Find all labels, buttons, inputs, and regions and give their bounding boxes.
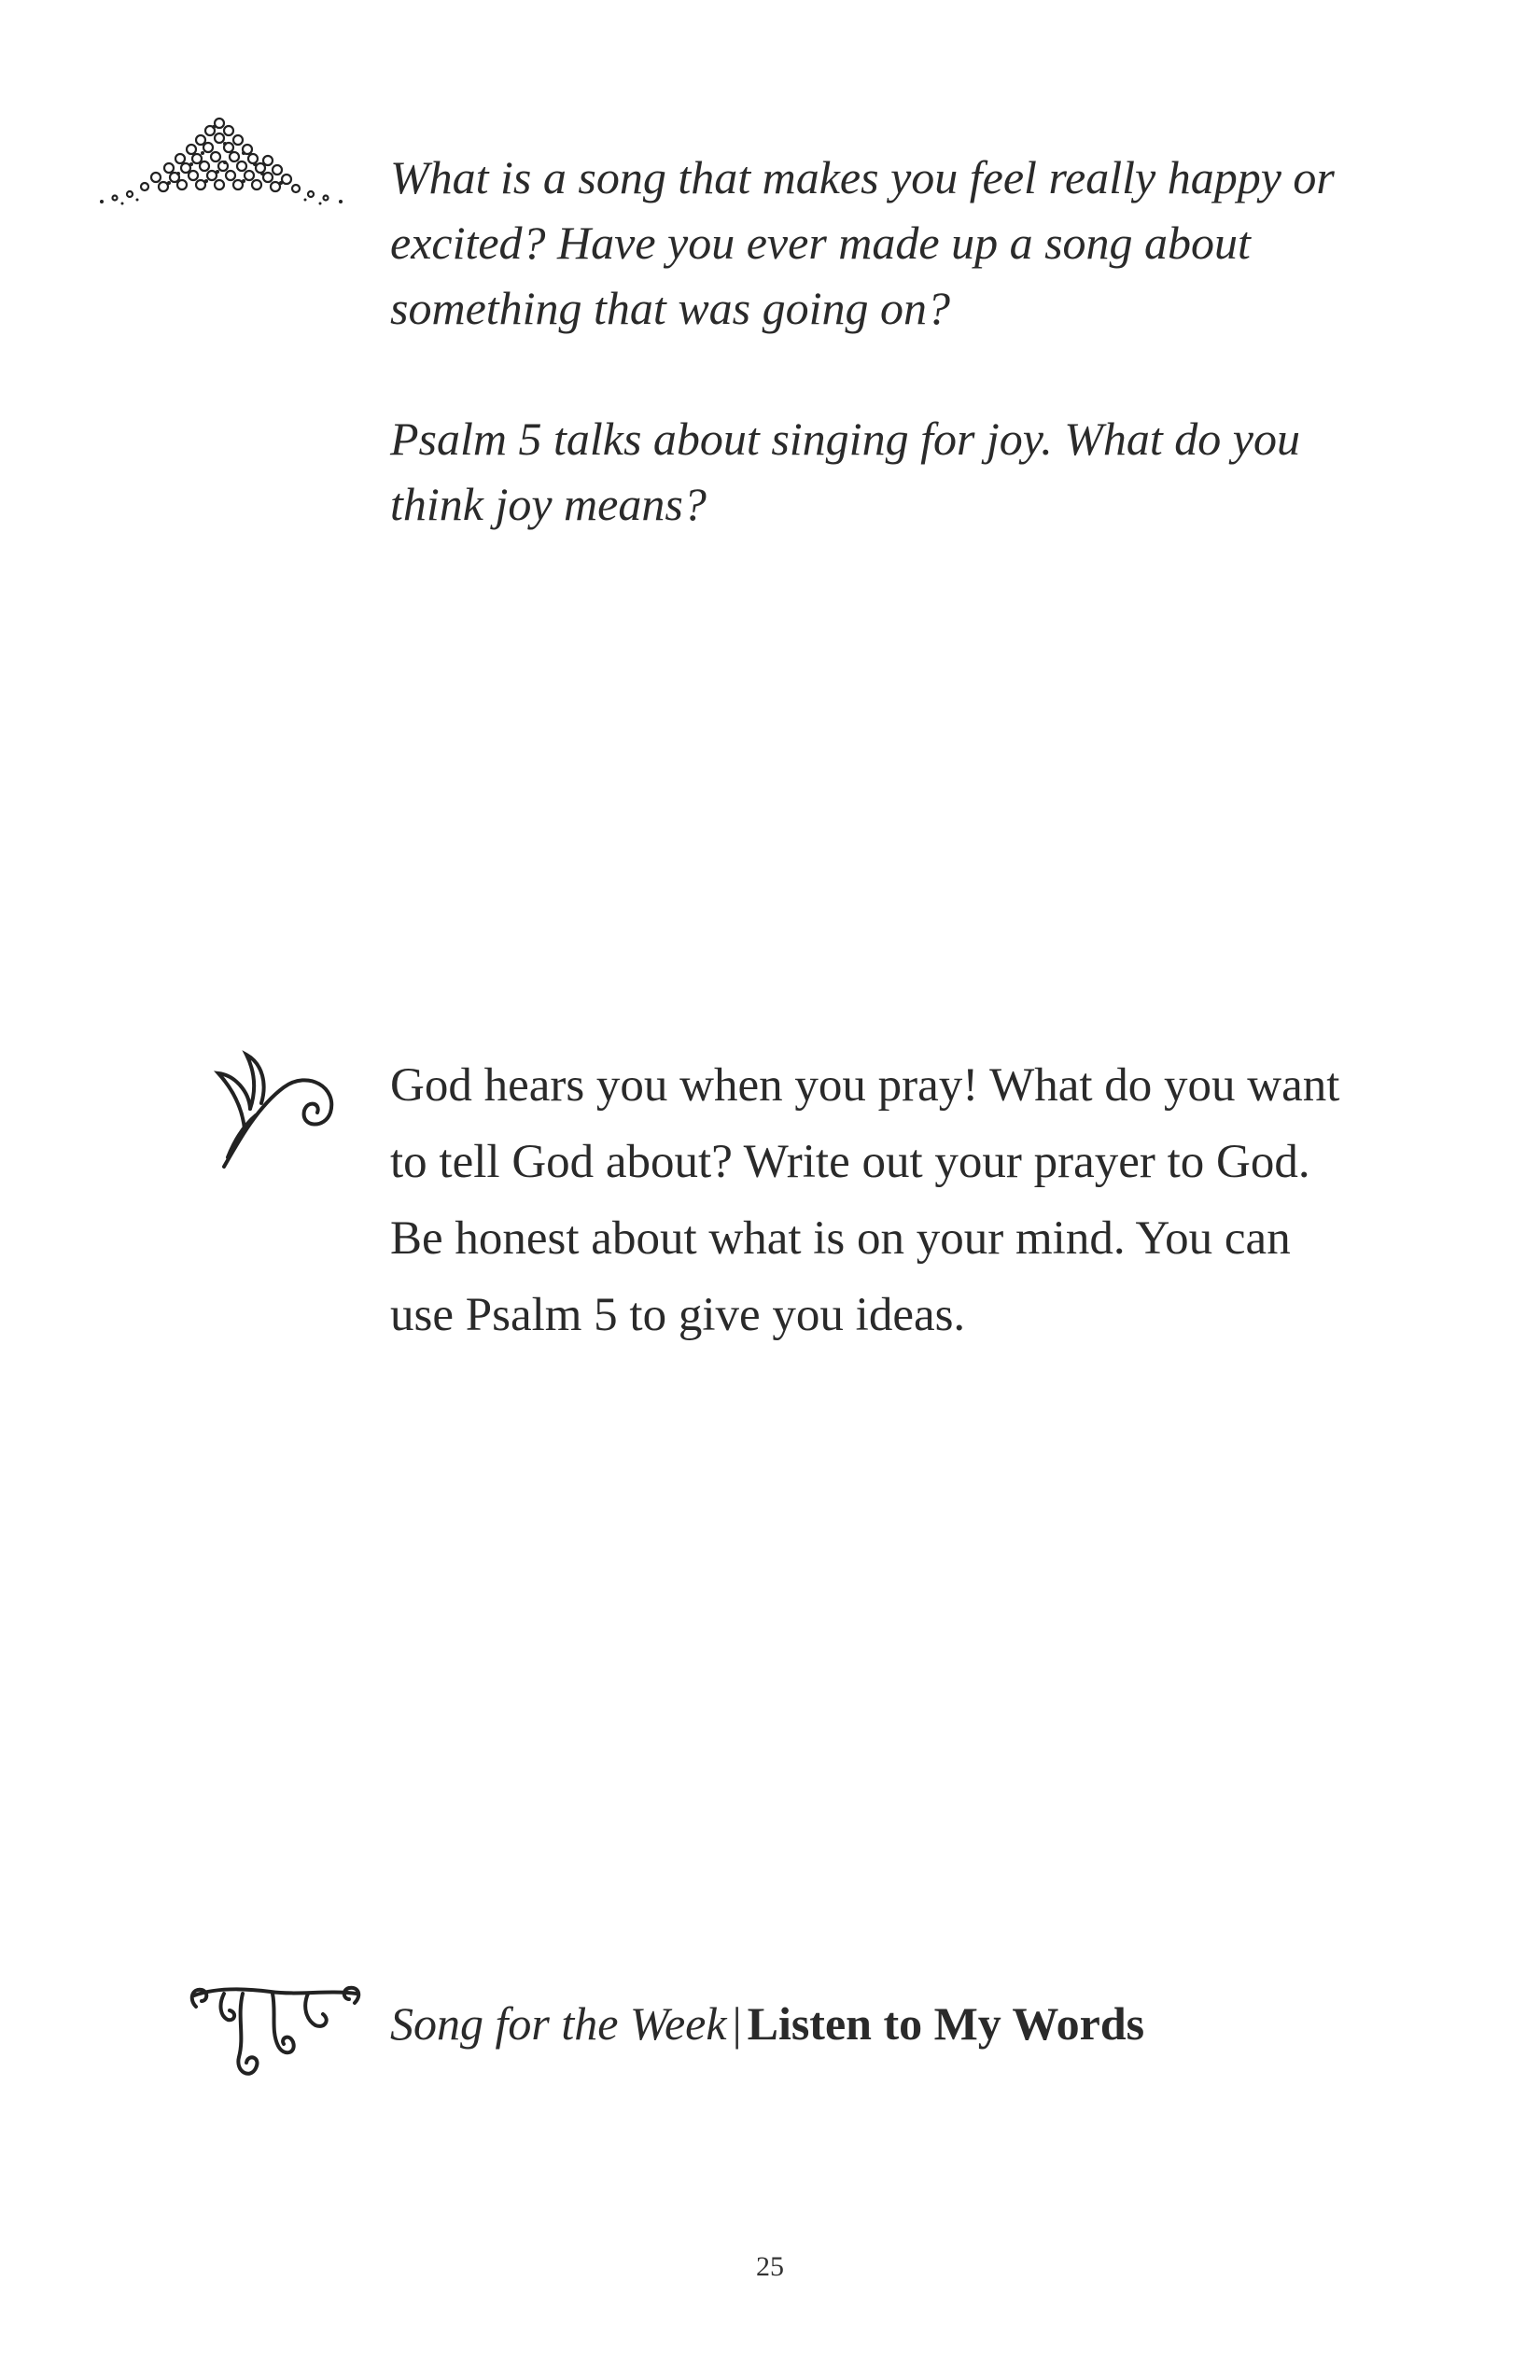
page-number: 25 bbox=[756, 2251, 784, 2282]
song-for-week-line bbox=[390, 1995, 1361, 2051]
prayer-block bbox=[390, 1047, 1361, 1353]
seed-pile-icon bbox=[89, 110, 350, 213]
sprout-icon bbox=[207, 1036, 347, 1176]
prayer-prompt: God hears you when you pray! What do you want to tell God about? Write out your prayer to God. Be honest about what is on your mind. You can use Psalm 5 to give you ideas. bbox=[390, 1059, 1340, 1341]
question-block bbox=[390, 145, 1361, 537]
question-joy: Psalm 5 talks about singing for joy. What do you think joy means? bbox=[390, 413, 1300, 530]
question-song: What is a song that makes you feel really happy or excited? Have you ever made up a song about something that was going on? bbox=[390, 151, 1335, 334]
song-lead: Song for the Week bbox=[390, 1997, 727, 2050]
song-heading bbox=[390, 1995, 1361, 2051]
song-separator: | bbox=[732, 1997, 742, 2050]
vine-flourish-icon bbox=[187, 1979, 364, 2091]
song-title: Listen to My Words bbox=[747, 1997, 1145, 2050]
